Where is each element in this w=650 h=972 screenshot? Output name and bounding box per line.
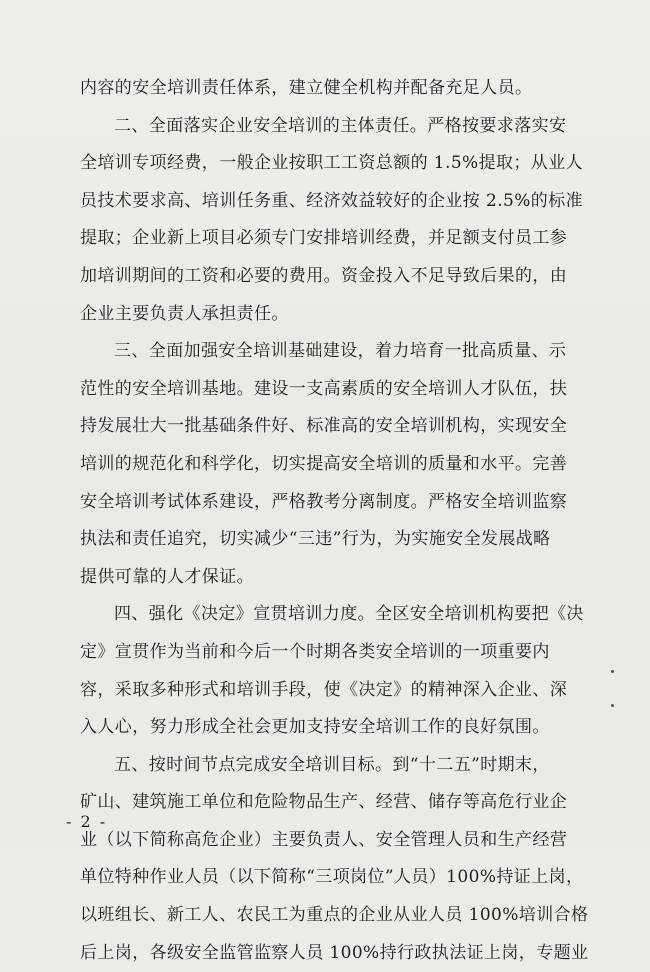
- page-number: - 2 -: [66, 812, 108, 831]
- text-line: 单位特种作业人员（以下简称“三项岗位”人员）100%持证上岗，: [80, 867, 584, 888]
- text-line: 容，采取多种形式和培训手段，使《决定》的精神深入企业、深: [80, 679, 568, 700]
- text-line: 以班组长、新工人、农民工为重点的企业从业人员 100%培训合格: [80, 905, 589, 926]
- text-line: 入人心，努力形成全社会更加支持安全培训工作的良好氛围。: [80, 717, 550, 738]
- text-line: 全培训专项经费，一般企业按职工工资总额的 1.5%提取；从业人: [80, 153, 583, 174]
- text-line: 五、按时间节点完成安全培训目标。到“十二五”时期末，: [114, 754, 550, 775]
- text-line: 矿山、建筑施工单位和危险物品生产、经营、储存等高危行业企: [80, 792, 568, 813]
- text-line: 后上岗，各级安全监管监察人员 100%持行政执法证上岗，专题业: [80, 942, 589, 963]
- scan-speck: [611, 670, 614, 673]
- text-line: 提供可靠的人才保证。: [80, 566, 254, 587]
- text-line: 三、全面加强安全培训基础建设，着力培育一批高质量、示: [114, 341, 567, 362]
- text-line: 安全培训考试体系建设，严格教考分离制度。严格安全培训监察: [80, 491, 568, 512]
- text-line: 四、强化《决定》宣贯培训力度。全区安全培训机构要把《决: [114, 604, 584, 625]
- text-line: 提取；企业新上项目必须专门安排培训经费，并足额支付员工参: [80, 228, 568, 249]
- scan-speck: [611, 704, 614, 707]
- text-line: 二、全面落实企业安全培训的主体责任。严格按要求落实安: [114, 115, 567, 136]
- text-line: 执法和责任追究，切实减少“三违”行为，为实施安全发展战略: [80, 529, 551, 550]
- text-line: 员技术要求高、培训任务重、经济效益较好的企业按 2.5%的标准: [80, 190, 583, 211]
- text-line: 培训的规范化和科学化，切实提高安全培训的质量和水平。完善: [80, 453, 568, 474]
- text-line: 企业主要负责人承担责任。: [80, 303, 289, 324]
- text-line: 定》宣贯作为当前和今后一个时期各类安全培训的一项重要内: [80, 641, 550, 662]
- text-line: 内容的安全培训责任体系，建立健全机构并配备充足人员。: [80, 78, 533, 98]
- text-line: 业（以下简称高危企业）主要负责人、安全管理人员和生产经营: [80, 829, 568, 850]
- text-line: 持发展壮大一批基础条件好、标准高的安全培训机构，实现安全: [80, 416, 568, 437]
- document-body: [80, 70, 589, 972]
- text-line: 加培训期间的工资和必要的费用。资金投入不足导致后果的，由: [80, 265, 568, 286]
- text-line: 范性的安全培训基地。建设一支高素质的安全培训人才队伍，扶: [80, 378, 568, 399]
